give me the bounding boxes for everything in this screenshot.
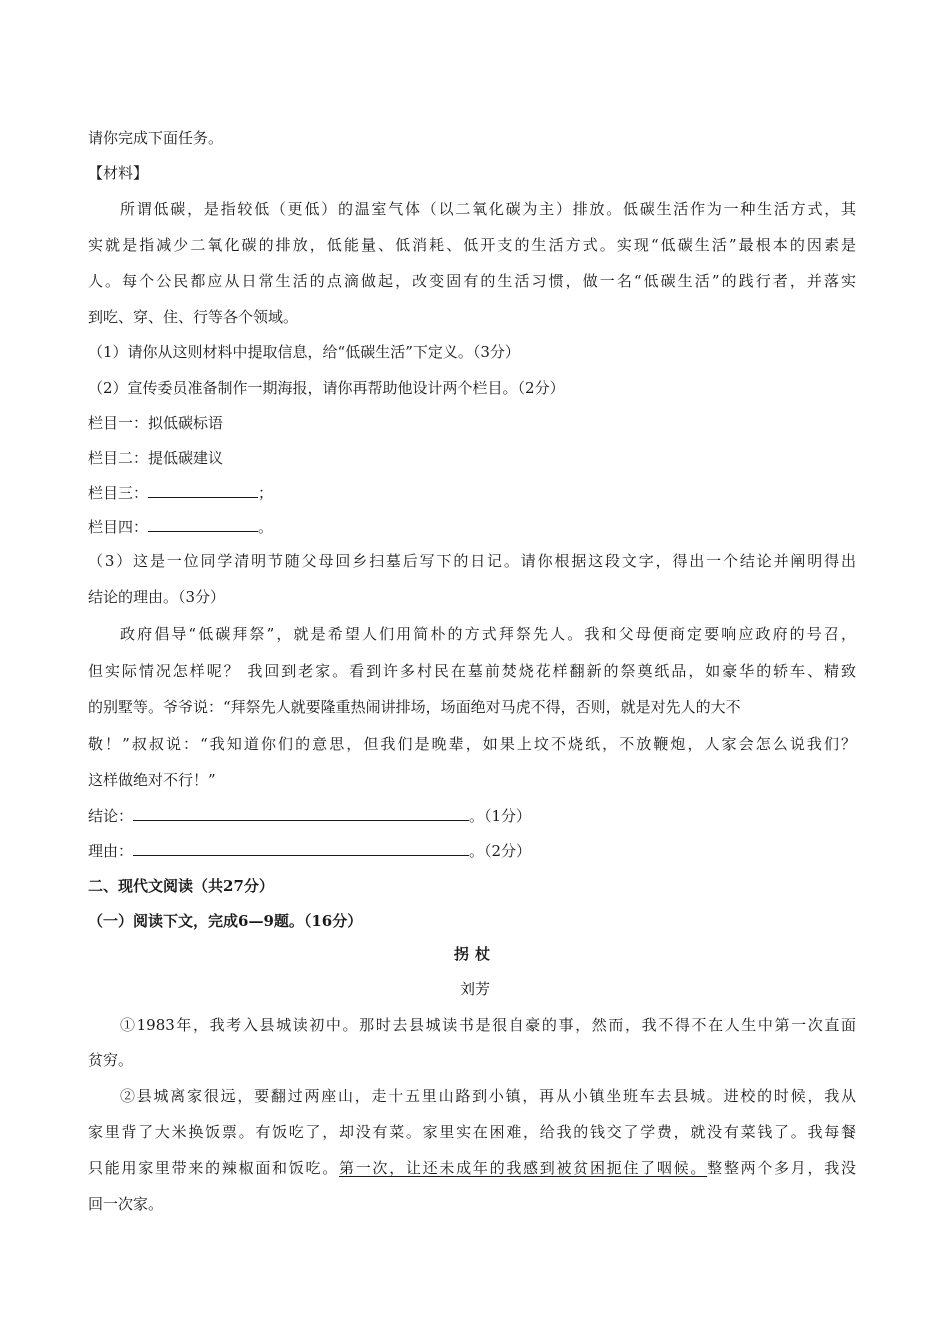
subsection-1-title: （一）阅读下文，完成6—9题。（16分）: [88, 912, 363, 930]
reason-label: 理由：: [88, 842, 134, 860]
section-2-title: 二、现代文阅读（共27分）: [88, 877, 274, 895]
material-line: 实就是指减少二氧化碳的排放，低能量、低消耗、低开支的生活方式。实现“低碳生活”最根本的因素是: [88, 236, 856, 254]
reason-row: [88, 841, 531, 861]
conclusion-blank[interactable]: [133, 806, 469, 821]
conclusion-score: 。（1分）: [469, 807, 532, 825]
article-author: 刘芳: [459, 980, 490, 998]
column-three-label: 栏目三：: [88, 484, 149, 502]
diary-line: 但实际情况怎样呢？ 我回到老家。看到许多村民在墓前焚烧花样翻新的祭奠纸品，如豪华的轿车、精致: [88, 662, 856, 680]
material-label: 【材料】: [88, 164, 149, 182]
column-two: 栏目二：提低碳建议: [88, 449, 224, 467]
article-p2-line: 家里背了大米换饭票。有饭吃了，却没有菜。家里实在困难，给我的钱交了学费，就没有菜钱了。我每餐: [88, 1123, 856, 1141]
column-four-blank[interactable]: [148, 517, 258, 532]
conclusion-row: [88, 806, 531, 826]
column-three: [88, 483, 273, 503]
article-p2-line: [88, 1158, 856, 1178]
underlined-sentence: 第一次，让还未成年的我感到被贫困扼住了咽候。: [339, 1159, 708, 1177]
material-line: 人。每个公民都应从日常生活的点滴做起，改变固有的生活习惯，做一名“低碳生活”的践行者，并落实: [88, 272, 856, 290]
question-2: （2）宣传委员准备制作一期海报，请你再帮助他设计两个栏目。（2分）: [88, 379, 565, 397]
diary-line: 这样做绝对不行！”: [88, 771, 216, 789]
column-one: 栏目一：拟低碳标语: [88, 414, 224, 432]
conclusion-label: 结论：: [88, 807, 134, 825]
article-p1-line: ①1983年，我考入县城读初中。那时去县城读书是很自豪的事，然而，我不得不在人生中第一次直面: [120, 1016, 856, 1034]
article-p2-line: 回一次家。: [88, 1195, 164, 1213]
material-line: 到吃、穿、住、行等各个领域。: [88, 308, 299, 326]
diary-line: 政府倡导“低碳拜祭”，就是希望人们用简朴的方式拜祭先人。我和父母便商定要响应政府的号召，: [120, 625, 856, 643]
column-three-blank[interactable]: [148, 483, 258, 498]
column-four-end: 。: [258, 518, 274, 536]
reason-blank[interactable]: [133, 841, 469, 856]
column-four-label: 栏目四：: [88, 518, 149, 536]
article-p1-line: 贫穷。: [88, 1051, 134, 1069]
diary-line: 敬！”叔叔说：“我知道你们的意思，但我们是晚辈，如果上坟不烧纸，不放鞭炮，人家会怎么说我们？: [88, 735, 856, 753]
article-p2-text: 只能用家里带来的辣椒面和饭吃。: [88, 1159, 339, 1177]
article-title: 拐杖: [453, 945, 496, 963]
question-3-line: 结论的理由。（3分）: [88, 588, 226, 606]
intro-task: 请你完成下面任务。: [88, 129, 224, 147]
column-four: [88, 517, 273, 537]
article-p2-text: 整整两个多月，我没: [707, 1159, 856, 1177]
article-p2-line: ②县城离家很远，要翻过两座山，走十五里山路到小镇，再从小镇坐班车去县城。进校的时候，我从: [120, 1087, 856, 1105]
diary-line: 的别墅等。爷爷说：“拜祭先人就要隆重热闹讲排场，场面绝对马虎不得，否则，就是对先人的大不: [88, 698, 741, 716]
material-line: 所谓低碳，是指较低（更低）的温室气体（以二氧化碳为主）排放。低碳生活作为一种生活方式，其: [120, 200, 856, 218]
reason-score: 。（2分）: [469, 842, 532, 860]
column-three-end: ；: [258, 484, 274, 502]
question-1: （1）请你从这则材料中提取信息，给“低碳生活”下定义。（3分）: [88, 343, 520, 361]
question-3-line: （3）这是一位同学清明节随父母回乡扫墓后写下的日记。请你根据这段文字，得出一个结论并阐明得出: [88, 552, 856, 570]
